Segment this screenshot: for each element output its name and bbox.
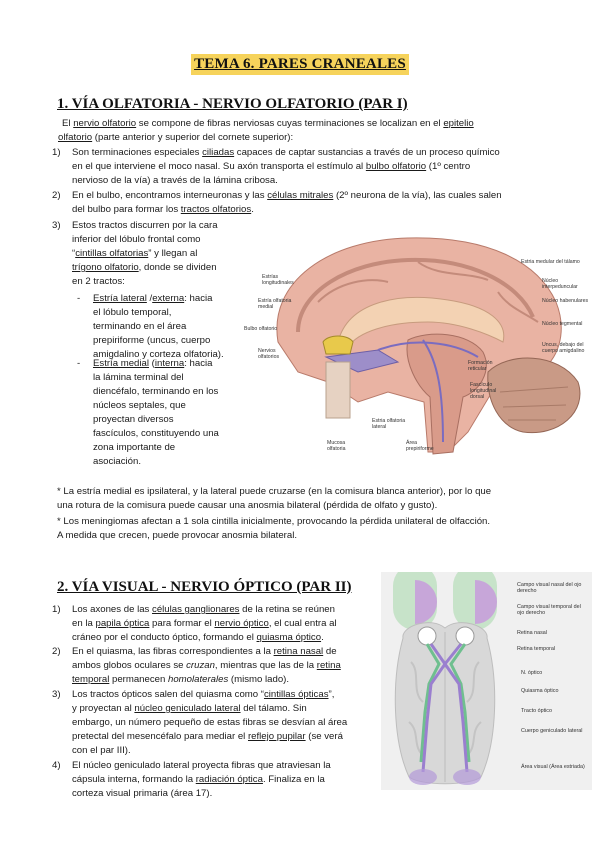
s2-item-2: 2) En el quiasma, las fibras correspondientes a la retina nasal de ambos globos oculares se cruzan, mientras que las de la retina temporal permanecen homolaterales (mismo lado). [52,646,341,685]
label-nucleo-habenulares: Núcleo habenulares [542,298,589,304]
label-cuerpo-geniculado: Cuerpo geniculado lateral [521,728,583,734]
s1-sub-medial: - Estría medial (interna: hacia la lámina terminal del diencéfalo, terminando en los núcleos septales, que proyectan diversos fascículos, constituyendo una zona importante de asociación. [77,358,219,467]
label-nucleo-tegmental: Núcleo tegmental [542,321,583,327]
section-2-heading: 2. VÍA VISUAL - NERVIO ÓPTICO (PAR II) [57,579,352,595]
visual-pathway-figure [381,572,592,790]
s2-item-1: 1) Los axones de las células ganglionares de la retina se reúnen en la papila óptica para formar el nervio óptico, el cual entra al cráneo por el conducto óptico, formando el quiasma óptico. [52,604,337,643]
label-campo-temporal: Campo visual temporal del ojo derecho [517,604,581,616]
label-area-prepiriforme: Área prepiriforme [406,440,434,452]
label-estria-olfatoria-medial: Estría olfatoria medial [258,298,292,310]
label-estria-olfatoria-lateral: Estria olfatoria lateral [372,418,406,430]
label-estria-medular: Estria medular del tálamo [521,259,580,265]
label-nervios-olfatorios: Nervios olfatorios [258,348,280,360]
s2-item-3: 3) Los tractos ópticos salen del quiasma como “cintillas ópticas”, y proyectan al núcleo geniculado lateral del tálamo. Sin embargo, un número pequeño de estas fibras se desvían al área pretectal del mesencéfalo para mediar el reflejo pupilar (se verá con el par III). [52,689,348,756]
label-quiasma-optico: Quiasma óptico [521,688,559,694]
s1-item-3: 3) Estos tractos discurren por la cara inferior del lóbulo frontal como “cintillas olfatorias” y llegan al trígono olfatorio, donde se dividen en 2 tractos: [52,220,218,287]
label-bulbo-olfatorio: Bulbo olfatorio [244,326,278,332]
s2-item-4: 4) El núcleo geniculado lateral proyecta fibras que atraviesan la cápsula interna, formando la radiación óptica. Finaliza en la corteza visual primaria (área 17). [52,760,331,799]
section-1-notes: * La estría medial es ipsilateral, y la lateral puede cruzarse (en la comisura blanca anterior), por lo que una rotura de la comisura puede causar una anosmia bilateral (pérdida de olfato y gusto). * Los meningiomas afectan a 1 sola cintilla inicialmente, provocando la pérdida unilateral de olfacción. A medida que crecen, puede provocar anosmia bilateral. [57,486,492,541]
section-1-heading: 1. VÍA OLFATORIA - NERVIO OLFATORIO (PAR I) [57,96,408,112]
page-title: TEMA 6. PARES CRANEALES [191,54,409,75]
label-mucosa-olfatoria: Mucosa olfatoria [327,440,346,452]
label-area-visual: Área visual (Área estriada) [521,764,585,770]
label-tracto-optico: Tracto óptico [521,708,552,714]
label-estrias-longitudinales: Estrías longitudinales [262,274,294,286]
s1-item-1: 1) Son terminaciones especiales ciliadas capaces de captar sustancias a través de un proceso químico en el que interviene el moco nasal. Su axón transporta el estímulo al bulbo olfatorio (1º centro nervioso de la vía) a través de la lámina cribosa. [52,147,500,186]
label-retina-nasal: Retina nasal [517,630,547,636]
label-fasciculo-longitudinal: Fascículo longitudinal dorsal [470,382,497,400]
label-n-optico: N. óptico [521,670,543,676]
label-campo-nasal: Campo visual nasal del ojo derecho [517,582,582,594]
s1-sub-lateral: - Estría lateral /externa: hacia el lóbulo temporal, terminando en el área prepiriforme (uncus, cuerpo amigdalino y corteza olfatoria). [77,293,224,360]
label-formacion-reticular: Formación reticular [468,360,493,372]
section-1-intro: El nervio olfatorio se compone de fibras nerviosas cuyas terminaciones se localizan en el epitelio olfatorio (parte anterior y superior del cornete superior): [58,118,474,143]
s1-item-2: 2) En el bulbo, encontramos interneuronas y las células mitrales (2º neurona de la vía), las cuales salen del bulbo para formar los tractos olfatorios. [52,190,502,215]
title-wrap [0,54,600,75]
label-nucleo-interpeduncular: Núcleo interpeduncular [542,278,578,290]
olfactory-brain-figure [238,222,596,462]
label-retina-temporal: Retina temporal [517,646,556,652]
label-uncus: Uncus, debajo del cuerpo amigdalino [542,342,585,354]
